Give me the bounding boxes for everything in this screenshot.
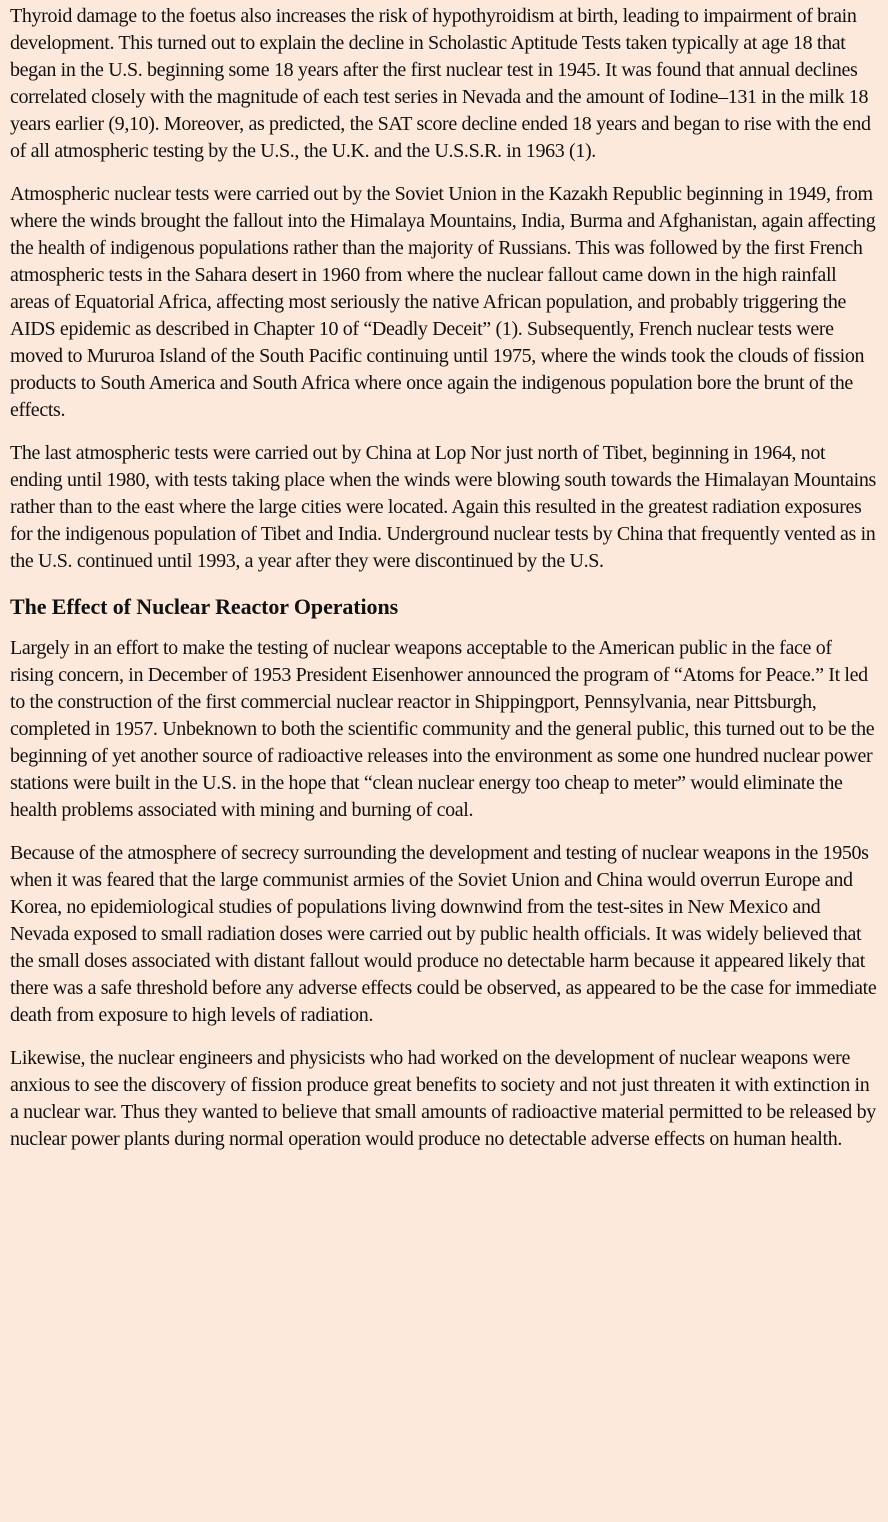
paragraph-soviet-french-tests: Atmospheric nuclear tests were carried out by the Soviet Union in the Kazakh Republic beginning in 1949, from where the winds brought the fallout into the Himalaya Mountains, India, Burma and Afghanistan, again affecting the health of indigenous populations rather than the majority of Russians. This was followed by the first French atmospheric tests in the Sahara desert in 1960 from where the nuclear fallout came down in the high rainfall areas of Equatorial Africa, affecting most seriously the native African population, and probably triggering the AIDS epidemic as described in Chapter 10 of “Deadly Deceit” (1). Subsequently, French nuclear tests were moved to Mururoa Island of the South Pacific continuing until 1975, where the winds took the clouds of fission products to South America and South Africa where once again the indigenous population bore the brunt of the effects. (10, 183, 876, 421)
paragraph-atoms-for-peace: Largely in an effort to make the testing of nuclear weapons acceptable to the American public in the face of rising concern, in December of 1953 President Eisenhower announced the program of “Atoms for Peace.” It led to the construction of the first commercial nuclear reactor in Shippingport, Pennsylvania, near Pittsburgh, completed in 1957. Unbeknown to both the scientific community and the general public, this turned out to be the beginning of yet another source of radioactive releases into the environment as some one hundred nuclear power stations were built in the U.S. in the hope that “clean nuclear energy too cheap to meter” would eliminate the health problems associated with mining and burning of coal. (10, 637, 875, 821)
paragraph-engineers-beliefs: Likewise, the nuclear engineers and physicists who had worked on the development of nuclear weapons were anxious to see the discovery of fission produce great benefits to society and not just threaten it with extinction in a nuclear war. Thus they wanted to believe that small amounts of radioactive material permitted to be released by nuclear power plants during normal operation would produce no detectable adverse effects on human health. (10, 1047, 876, 1150)
paragraph-secrecy-no-studies: Because of the atmosphere of secrecy surrounding the development and testing of nuclear weapons in the 1950s when it was feared that the large communist armies of the Soviet Union and China would overrun Europe and Korea, no epidemiological studies of populations living downwind from the test-sites in New Mexico and Nevada exposed to small radiation doses were carried out by public health officials. It was widely believed that the small doses associated with distant fallout would produce no detectable harm because it appeared likely that there was a safe threshold before any adverse effects could be observed, as appeared to be the case for immediate death from exposure to high levels of radiation. (10, 842, 877, 1026)
paragraph-thyroid-sat-decline: Thyroid damage to the foetus also increases the risk of hypothyroidism at birth, leading to impairment of brain development. This turned out to explain the decline in Scholastic Aptitude Tests taken typically at age 18 that began in the U.S. beginning some 18 years after the first nuclear test in 1945. It was found that annual declines correlated closely with the magnitude of each test series in Nevada and the amount of Iodine–131 in the milk 18 years earlier (9,10). Moreover, as predicted, the SAT score decline ended 18 years and began to rise with the end of all atmospheric testing by the U.S., the U.K. and the U.S.S.R. in 1963 (1). (10, 5, 871, 162)
section-heading: The Effect of Nuclear Reactor Operations (10, 594, 399, 619)
paragraph-china-tests: The last atmospheric tests were carried out by China at Lop Nor just north of Tibet, beginning in 1964, not ending until 1980, with tests taking place when the winds were blowing south towards the Himalayan Mountains rather than to the east where the large cities were located. Again this resulted in the greatest radiation exposures for the indigenous population of Tibet and India. Underground nuclear tests by China that frequently vented as in the U.S. continued until 1993, a year after they were discontinued by the U.S. (10, 442, 876, 572)
